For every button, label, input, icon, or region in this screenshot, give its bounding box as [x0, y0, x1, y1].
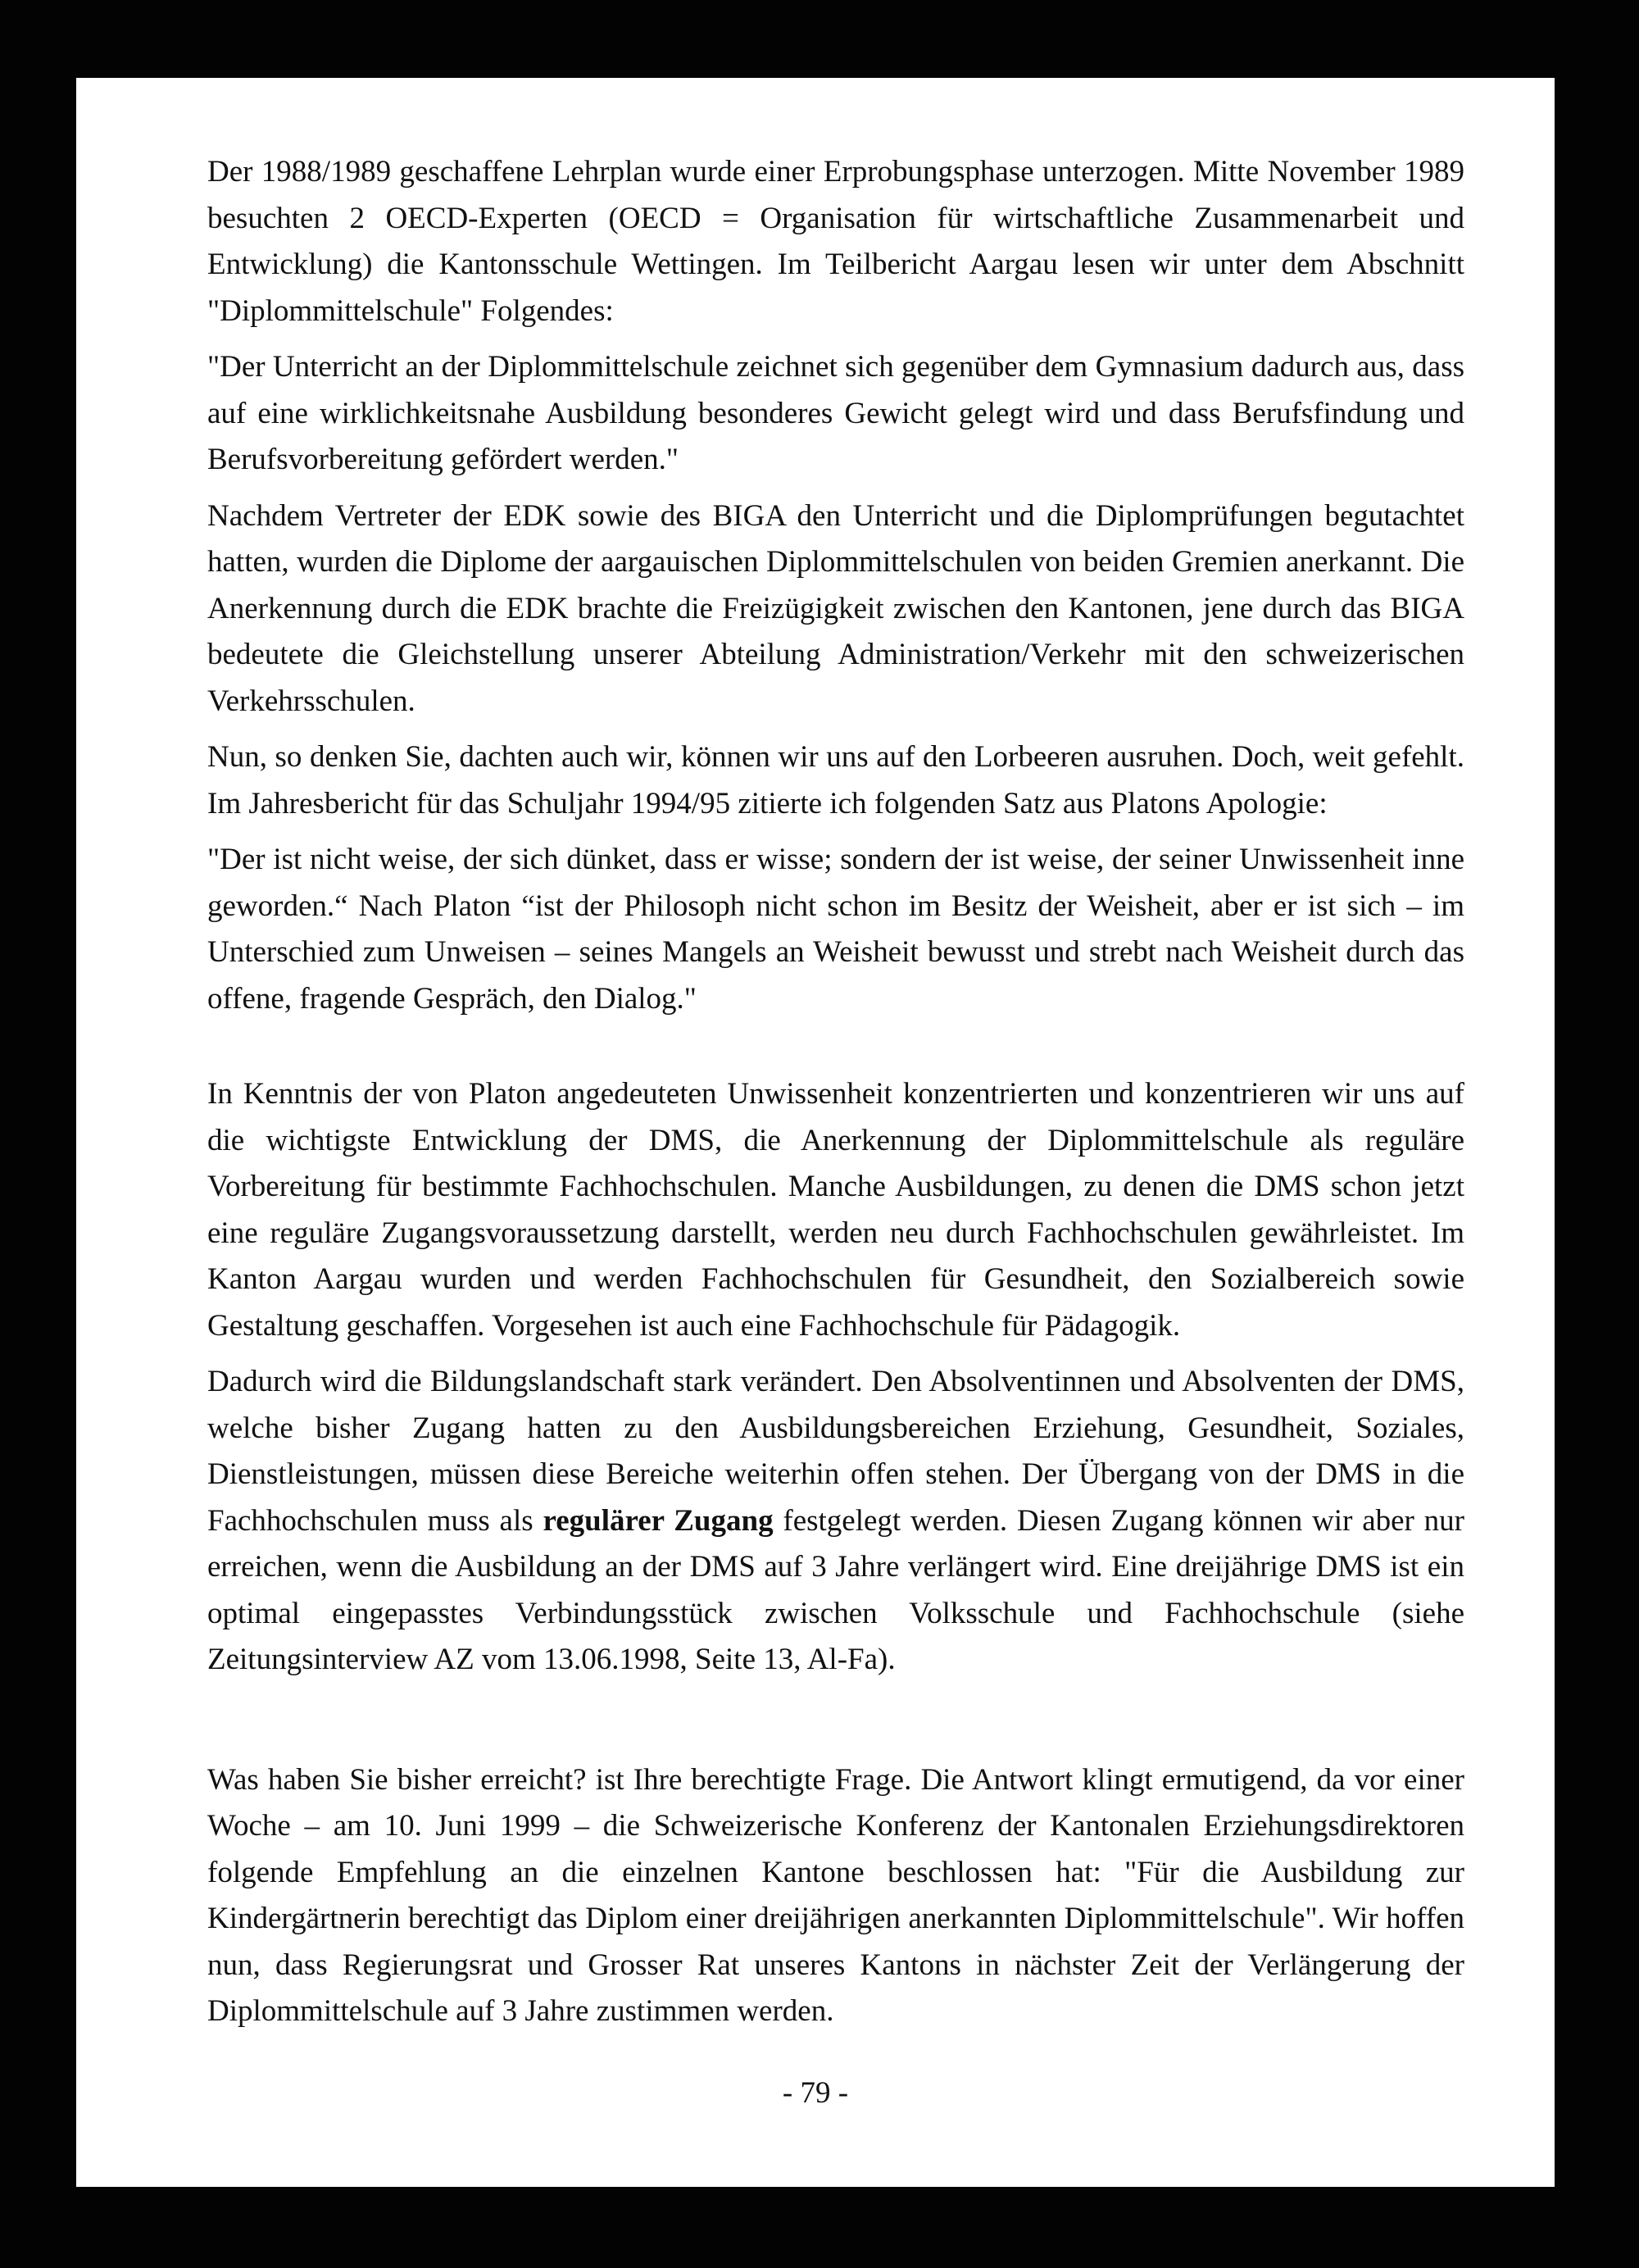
- paragraph-edk-biga: Nachdem Vertreter der EDK sowie des BIGA den Unterricht und die Diplomprüfungen begutachtet hatten, wurden die Diplome der aargauischen Diplommittelschulen von beiden Gremien anerkannt. Die Anerkennung durch die EDK brachte die Freizügigkeit zwischen den Kantonen, jene durch das BIGA bedeutete die Gleichstellung unserer Abteilung Administration/Verkehr mit den schweizerischen Verkehrsschulen.: [207, 498, 1464, 718]
- paragraph-lehrplan: Der 1988/1989 geschaffene Lehrplan wurde einer Erprobungsphase unterzogen. Mitte November 1989 besuchten 2 OECD-Experten (OECD = Organisation für wirtschaftliche Zusammenarbeit und Entwicklung) die Kantonsschule Wettingen. Im Teilbericht Aargau lesen wir unter dem Abschnitt "Diplommittelschule" Folgendes:: [207, 155, 1464, 328]
- document-page: [76, 78, 1555, 2187]
- paragraph-text-after: festgelegt werden. Diesen Zugang können wir aber nur erreichen, wenn die Ausbildung an der DMS auf 3 Jahre verlängert wird. Eine dreijährige DMS ist ein optimal eingepasstes Verbindungsstück zwischen Volksschule und Fachhochschule (siehe Zeitungsinterview AZ vom 13.06.1998, Seite 13, Al-Fa).: [207, 1503, 1464, 1676]
- paragraph-oecd-quote: "Der Unterricht an der Diplommittelschule zeichnet sich gegenüber dem Gymnasium dadurch aus, dass auf eine wirklichkeitsnahe Ausbildung besonderes Gewicht gelegt wird und dass Berufsfindung und Berufsvorbereitung gefördert werden.": [207, 350, 1464, 476]
- page-number: - 79 -: [782, 2076, 849, 2110]
- paragraph-lorbeeren: Nun, so denken Sie, dachten auch wir, können wir uns auf den Lorbeeren ausruhen. Doch, weit gefehlt. Im Jahresbericht für das Schuljahr 1994/95 zitierte ich folgenden Satz aus Platons Apologie:: [207, 740, 1464, 820]
- paragraph-fachhochschulen: In Kenntnis der von Platon angedeuteten Unwissenheit konzentrierten und konzentrieren wir uns auf die wichtigste Entwicklung der DMS, die Anerkennung der Diplommittelschule als reguläre Vorbereitung für bestimmte Fachhochschulen. Manche Ausbildungen, zu denen die DMS schon jetzt eine reguläre Zugangsvoraussetzung darstellt, werden neu durch Fachhochschulen gewährleistet. Im Kanton Aargau wurden und werden Fachhochschulen für Gesundheit, den Sozialbereich sowie Gestaltung geschaffen. Vorgesehen ist auch eine Fachhochschule für Pädagogik.: [207, 1077, 1464, 1343]
- paragraph-bisher-erreicht: Was haben Sie bisher erreicht? ist Ihre berechtigte Frage. Die Antwort klingt ermutigend, da vor einer Woche – am 10. Juni 1999 – die Schweizerische Konferenz der Kantonalen Erziehungsdirektoren folgende Empfehlung an die einzelnen Kantone beschlossen hat: "Für die Ausbildung zur Kindergärtnerin berechtigt das Diplom einer dreijährigen anerkannten Diplommittelschule". Wir hoffen nun, dass Regierungsrat und Grosser Rat unseres Kantons in nächster Zeit der Verlängerung der Diplommittelschule auf 3 Jahre zustimmen werden.: [207, 1762, 1464, 2028]
- paragraph-text-before: Dadurch wird die Bildungslandschaft stark verändert. Den Absolventinnen und Absolventen der DMS, welche bisher Zugang hatten zu den Ausbildungsbereichen Erziehung, Gesundheit, Soziales, Dienstleistungen, müssen diese Bereiche weiterhin offen stehen. Der Übergang von der DMS in die Fachhochschulen muss als: [207, 1365, 1464, 1538]
- paragraph-bildungslandschaft: [207, 1359, 1464, 1684]
- bold-emphasis: regulärer Zugang: [543, 1503, 774, 1538]
- paragraph-platon-quote: "Der ist nicht weise, der sich dünket, dass er wisse; sondern der ist weise, der seiner Unwissenheit inne geworden.“ Nach Platon “ist der Philosoph nicht schon im Besitz der Weisheit, aber er ist sich – im Unterschied zum Unweisen – seines Mangels an Weisheit bewusst und strebt nach Weisheit durch das offene, fragende Gespräch, den Dialog.": [207, 843, 1464, 1016]
- body-text: [207, 149, 1464, 2045]
